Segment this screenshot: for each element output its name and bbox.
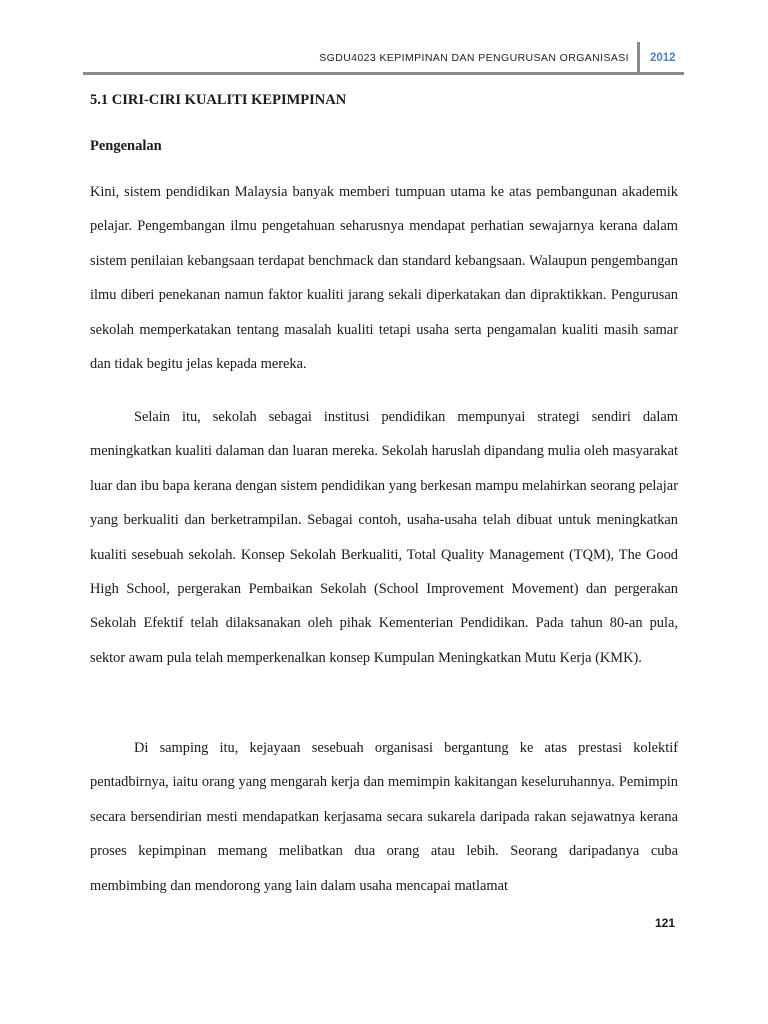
section-heading: 5.1 CIRI-CIRI KUALITI KEPIMPINAN — [90, 92, 347, 108]
header-year: 2012 — [650, 52, 676, 64]
header-rule — [83, 72, 684, 75]
header-title: SGDU4023 KEPIMPINAN DAN PENGURUSAN ORGANISASI — [319, 52, 629, 64]
paragraph: Di samping itu, kejayaan sesebuah organisasi bergantung ke atas prestasi kolektif pentadbirnya, iaitu orang yang mengarah kerja dan memimpin kakitangan keseluruhannya. Pemimpin secara bersendirian mesti mendapatkan kerjasama secara sukarela daripada rakan sejawatnya kerana proses kepimpinan memang melibatkan dua orang atau lebih. Seorang daripadanya cuba membimbing dan mendorong yang lain dalam usaha mencapai matlamat — [90, 740, 678, 894]
page-number: 121 — [655, 916, 676, 930]
subheading: Pengenalan — [90, 138, 162, 154]
paragraph: Selain itu, sekolah sebagai institusi pendidikan mempunyai strategi sendiri dalam meningkatkan kualiti dalaman dan luaran mereka. Sekolah haruslah dipandang mulia oleh masyarakat luar dan ibu bapa kerana dengan sistem pendidikan yang berkesan mampu melahirkan seorang pelajar yang berkualiti dan berketrampilan. Sebagai contoh, usaha-usaha telah dibuat untuk meningkatkan kualiti sesebuah sekolah. Konsep Sekolah Berkualiti, Total Quality Management (TQM), The Good High School, pergerakan Pembaikan Sekolah (School Improvement Movement) dan pergerakan Sekolah Efektif telah dilaksanakan oleh pihak Kementerian Pendidikan. Pada tahun 80-an pula, sektor awam pula telah memperkenalkan konsep Kumpulan Meningkatkan Mutu Kerja (KMK). — [90, 409, 678, 666]
paragraph: Kini, sistem pendidikan Malaysia banyak memberi tumpuan utama ke atas pembangunan akademik pelajar. Pengembangan ilmu pengetahuan seharusnya mendapat perhatian sewajarnya kerana dalam sistem penilaian kebangsaan terdapat benchmack dan standard kebangsaan. Walaupun pengembangan ilmu diberi penekanan namun faktor kualiti jarang sekali diperkatakan dan dipraktikkan. Pengurusan sekolah memperkatakan tentang masalah kualiti tetapi usaha serta pengamalan kualiti masih samar dan tidak begitu jelas kepada mereka. — [90, 184, 678, 373]
running-header — [319, 42, 686, 74]
